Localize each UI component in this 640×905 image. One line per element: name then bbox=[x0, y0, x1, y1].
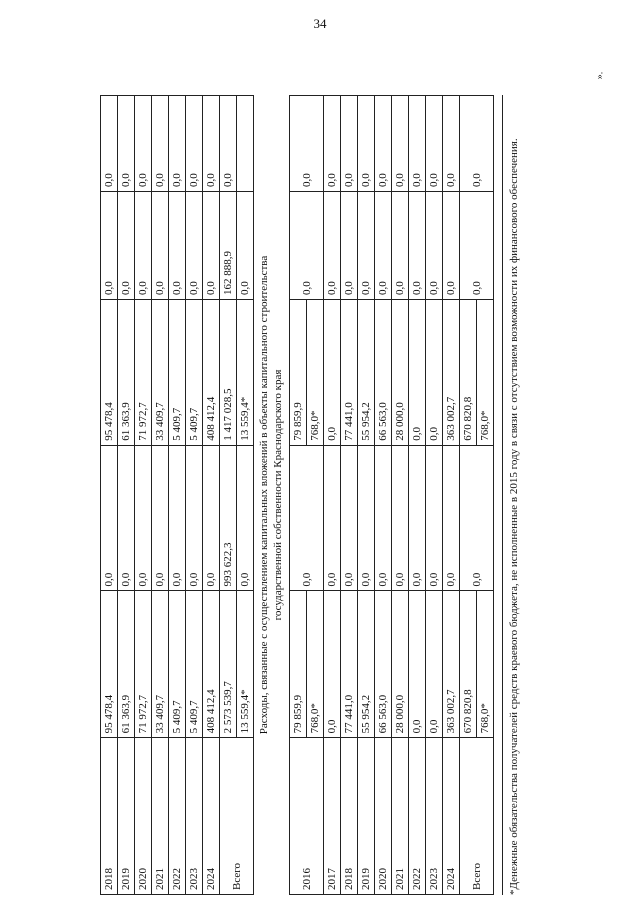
table-cell: 0,0 bbox=[101, 191, 118, 299]
table-cell: 0,0 bbox=[341, 191, 358, 299]
table-cell: 0,0 bbox=[237, 445, 254, 591]
table-row bbox=[118, 96, 135, 895]
table-row bbox=[135, 96, 152, 895]
table-cell: 66 563,0 bbox=[375, 300, 392, 446]
table-cell: 0,0 bbox=[290, 191, 324, 299]
table-cell: 77 441,0 bbox=[341, 591, 358, 738]
table-cell: 2017 bbox=[324, 738, 341, 895]
table-cell: 0,0 bbox=[375, 445, 392, 591]
table-cell: 670 820,8 bbox=[460, 300, 477, 446]
table-cell: 768,0* bbox=[307, 591, 324, 738]
table-cell: 670 820,8 bbox=[460, 591, 477, 738]
table-row bbox=[375, 96, 392, 895]
table-cell: 2024 bbox=[203, 738, 220, 895]
table-row bbox=[169, 96, 186, 895]
table-cell: 0,0 bbox=[460, 191, 494, 299]
table-cell: 0,0 bbox=[426, 591, 443, 738]
table-cell: 5 409,7 bbox=[169, 300, 186, 446]
table-cell: 162 888,9 bbox=[220, 191, 237, 299]
table-cell: 0,0 bbox=[203, 445, 220, 591]
table-cell: 2019 bbox=[118, 738, 135, 895]
table-cell: 2018 bbox=[101, 738, 118, 895]
table-cell: 13 559,4* bbox=[237, 300, 254, 446]
table-cell: 0,0 bbox=[426, 191, 443, 299]
table-cell: 0,0 bbox=[118, 96, 135, 192]
table-cell: 0,0 bbox=[152, 96, 169, 192]
table-cell: 66 563,0 bbox=[375, 591, 392, 738]
footnote: *Денежные обязательства получателей средств краевого бюджета, не исполненные в 2015 году в связи с отсутствием возможности их финансового обеспечения. bbox=[502, 95, 521, 895]
table-cell: 768,0* bbox=[477, 300, 494, 446]
table-cell: 0,0 bbox=[290, 445, 324, 591]
table-cell: 408 412,4 bbox=[203, 591, 220, 738]
table-row bbox=[290, 96, 307, 895]
table-cell: 0,0 bbox=[443, 191, 460, 299]
page-number: 34 bbox=[313, 16, 327, 31]
table-cell: 61 363,9 bbox=[118, 591, 135, 738]
table-cell: 363 002,7 bbox=[443, 591, 460, 738]
table-cell: 0,0 bbox=[324, 191, 341, 299]
table-cell: 0,0 bbox=[169, 191, 186, 299]
table-cell: 0,0 bbox=[324, 96, 341, 192]
table-cell: 2016 bbox=[290, 738, 324, 895]
table-cell: 0,0 bbox=[237, 191, 254, 299]
table-cell: 0,0 bbox=[169, 445, 186, 591]
table-cell: 0,0 bbox=[186, 96, 203, 192]
table-row bbox=[426, 96, 443, 895]
table-cell: 0,0 bbox=[409, 191, 426, 299]
table-cell: 5 409,7 bbox=[186, 300, 203, 446]
table-row bbox=[443, 96, 460, 895]
table-cell: 0,0 bbox=[135, 191, 152, 299]
table-cell: 0,0 bbox=[409, 300, 426, 446]
table-cell: 0,0 bbox=[409, 591, 426, 738]
table-cell: 2021 bbox=[392, 738, 409, 895]
table-cell: 0,0 bbox=[443, 96, 460, 192]
table-row bbox=[460, 96, 477, 895]
table-cell: 2022 bbox=[409, 738, 426, 895]
section-heading-line-2: государственной собственности Краснодарского края bbox=[272, 369, 284, 621]
table-cell: 2024 bbox=[443, 738, 460, 895]
table-cell: 0,0 bbox=[341, 96, 358, 192]
funding-table-2 bbox=[289, 95, 494, 895]
table-cell: 0,0 bbox=[358, 96, 375, 192]
table-cell: 0,0 bbox=[118, 191, 135, 299]
table-cell: 0,0 bbox=[460, 96, 494, 192]
table-cell: 0,0 bbox=[290, 96, 324, 192]
table-cell: 993 622,3 bbox=[220, 445, 237, 591]
table-row bbox=[152, 96, 169, 895]
table-cell: 95 478,4 bbox=[101, 300, 118, 446]
table-cell: 95 478,4 bbox=[101, 591, 118, 738]
table-cell: 0,0 bbox=[169, 96, 186, 192]
table-cell: 0,0 bbox=[392, 191, 409, 299]
table-cell: 0,0 bbox=[135, 445, 152, 591]
table-cell: 0,0 bbox=[443, 445, 460, 591]
table-cell: 2023 bbox=[186, 738, 203, 895]
table-cell: 0,0 bbox=[358, 191, 375, 299]
table-cell: Всего bbox=[460, 738, 494, 895]
table-cell: 0,0 bbox=[324, 591, 341, 738]
table-cell: 2020 bbox=[135, 738, 152, 895]
table-cell: 0,0 bbox=[186, 191, 203, 299]
table-cell: 71 972,7 bbox=[135, 300, 152, 446]
table-cell: 28 000,0 bbox=[392, 300, 409, 446]
table-cell: 55 954,2 bbox=[358, 591, 375, 738]
table-cell: 0,0 bbox=[409, 96, 426, 192]
table-cell: 0,0 bbox=[101, 96, 118, 192]
table-cell: 2021 bbox=[152, 738, 169, 895]
table-cell: 55 954,2 bbox=[358, 300, 375, 446]
table-cell: 2020 bbox=[375, 738, 392, 895]
table-cell: 0,0 bbox=[152, 191, 169, 299]
table-cell: 0,0 bbox=[409, 445, 426, 591]
table-cell: 768,0* bbox=[477, 591, 494, 738]
table-cell: 0,0 bbox=[426, 96, 443, 192]
table-row bbox=[409, 96, 426, 895]
table-cell: 0,0 bbox=[324, 445, 341, 591]
table-row bbox=[220, 96, 237, 895]
table-row bbox=[101, 96, 118, 895]
table-cell: 28 000,0 bbox=[392, 591, 409, 738]
table-row bbox=[358, 96, 375, 895]
table-cell: 0,0 bbox=[375, 96, 392, 192]
table-row bbox=[186, 96, 203, 895]
funding-table-1 bbox=[100, 95, 254, 895]
table-cell: 0,0 bbox=[135, 96, 152, 192]
table-cell: 0,0 bbox=[220, 96, 237, 192]
table-cell: 13 559,4* bbox=[237, 591, 254, 738]
table-cell: 0,0 bbox=[460, 445, 494, 591]
table-cell: 71 972,7 bbox=[135, 591, 152, 738]
table-cell: 5 409,7 bbox=[169, 591, 186, 738]
table-row bbox=[392, 96, 409, 895]
table-cell: 0,0 bbox=[341, 445, 358, 591]
table-cell: 2018 bbox=[341, 738, 358, 895]
table-cell: 61 363,9 bbox=[118, 300, 135, 446]
table-cell: 0,0 bbox=[101, 445, 118, 591]
table-cell: 0,0 bbox=[392, 445, 409, 591]
table-cell: 33 409,7 bbox=[152, 591, 169, 738]
table-cell: 0,0 bbox=[186, 445, 203, 591]
table-cell: 2 573 539,7 bbox=[220, 591, 237, 738]
table-cell: 77 441,0 bbox=[341, 300, 358, 446]
table-cell: 768,0* bbox=[307, 300, 324, 446]
table-cell: 363 002,7 bbox=[443, 300, 460, 446]
table-cell: 0,0 bbox=[426, 300, 443, 446]
table-row bbox=[341, 96, 358, 895]
table-cell: 79 859,9 bbox=[290, 300, 307, 446]
table-row bbox=[324, 96, 341, 895]
section-heading bbox=[254, 95, 289, 895]
table-cell: 0,0 bbox=[203, 96, 220, 192]
table-cell: 1 417 028,5 bbox=[220, 300, 237, 446]
table-cell: 0,0 bbox=[426, 445, 443, 591]
rotated-content bbox=[100, 95, 535, 895]
table-cell: 0,0 bbox=[324, 300, 341, 446]
table-cell: 0,0 bbox=[118, 445, 135, 591]
table-cell: 0,0 bbox=[203, 191, 220, 299]
table-cell bbox=[237, 96, 254, 192]
table-row bbox=[203, 96, 220, 895]
table-cell: 79 859,9 bbox=[290, 591, 307, 738]
table-cell: 0,0 bbox=[375, 191, 392, 299]
table-cell: 33 409,7 bbox=[152, 300, 169, 446]
table-cell: 2019 bbox=[358, 738, 375, 895]
table-cell: 0,0 bbox=[152, 445, 169, 591]
table-cell: 0,0 bbox=[358, 445, 375, 591]
table-cell: Всего bbox=[220, 738, 254, 895]
table-cell: 0,0 bbox=[392, 96, 409, 192]
table-cell: 408 412,4 bbox=[203, 300, 220, 446]
closing-mark: ». bbox=[594, 71, 606, 80]
table-cell: 5 409,7 bbox=[186, 591, 203, 738]
table-cell: 2022 bbox=[169, 738, 186, 895]
section-heading-line-1: Расходы, связанные с осуществлением капитальных вложений в объекты капитального строительства bbox=[258, 255, 270, 735]
table-cell: 2023 bbox=[426, 738, 443, 895]
